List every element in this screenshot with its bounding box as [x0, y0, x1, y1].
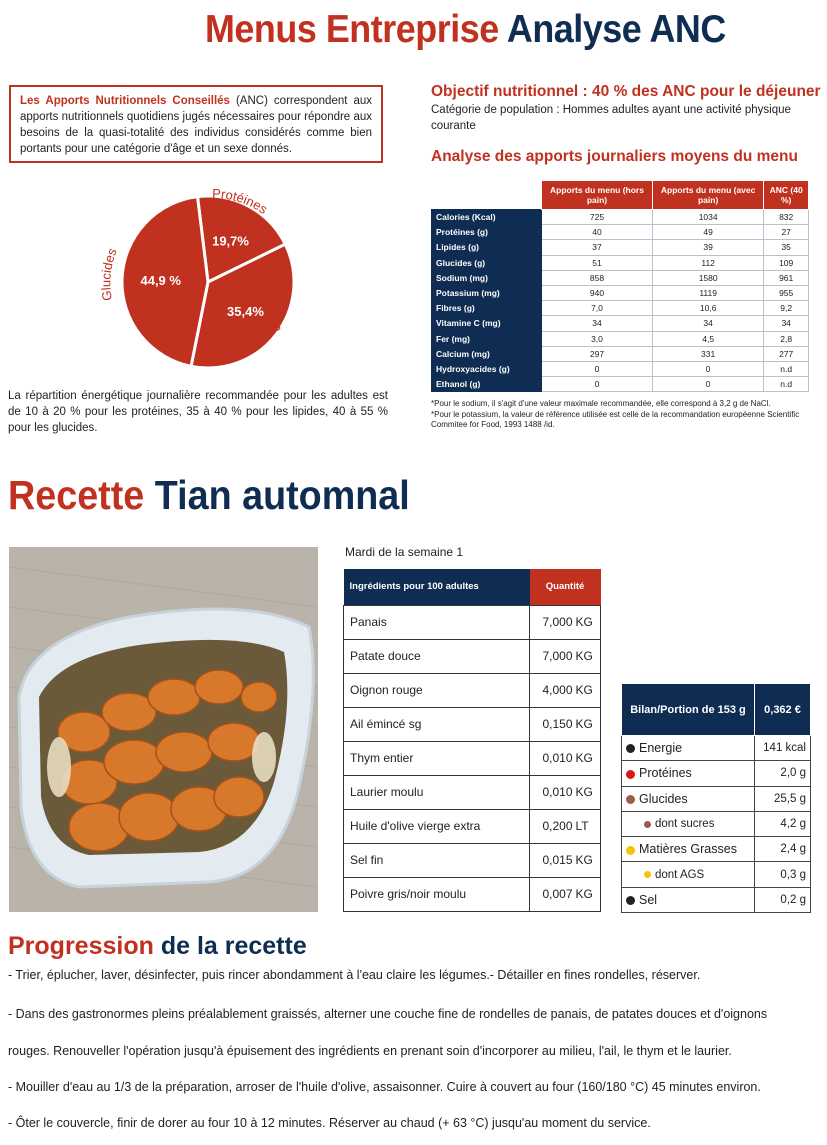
ingredient-row	[344, 809, 601, 843]
analysis-row-label: Fibres (g)	[432, 301, 542, 316]
analysis-row	[432, 225, 809, 240]
ingredient-name: Oignon rouge	[344, 673, 530, 707]
analysis-cell: 7,0	[542, 301, 653, 316]
ingredient-unit: KG	[576, 775, 601, 809]
bullet-dot-icon	[644, 871, 651, 878]
analysis-cell: n.d	[764, 361, 809, 376]
ingredient-unit: KG	[576, 843, 601, 877]
analysis-header-col3: ANC (40 %)	[764, 181, 809, 210]
analysis-row-label: Glucides (g)	[432, 255, 542, 270]
ingredient-qty: 0,150	[530, 707, 576, 741]
ingredient-unit: KG	[576, 707, 601, 741]
pie-svg	[90, 170, 330, 380]
analysis-cell: n.d	[764, 377, 809, 392]
analysis-cell: 34	[764, 316, 809, 331]
bilan-label-cell	[622, 786, 755, 811]
bilan-row	[622, 786, 811, 811]
ingredient-qty: 4,000	[530, 673, 576, 707]
ingredient-row	[344, 639, 601, 673]
bilan-label: Matières Grasses	[639, 842, 737, 857]
ingredient-name: Huile d'olive vierge extra	[344, 809, 530, 843]
bullet-dot-icon	[626, 896, 635, 905]
bullet-dot-icon	[644, 821, 651, 828]
analysis-note-sodium: *Pour le sodium, il s'agit d'une valeur maximale recommandée, elle correspond à 3,2 g de NaCl.	[431, 399, 771, 408]
ingredient-row	[344, 843, 601, 877]
pie-note: La répartition énergétique journalière recommandée pour les adultes est de 10 à 20 % pour les protéines, 35 à 40 % pour les lipides, 40 à 55 % pour les glucides.	[8, 390, 388, 434]
bilan-row	[622, 736, 811, 761]
ingredient-name: Ail émincé sg	[344, 707, 530, 741]
analysis-row-label: Vitamine C (mg)	[432, 316, 542, 331]
objective-subtitle: Catégorie de population : Hommes adultes ayant une activité physique courante	[431, 104, 791, 132]
analysis-cell: 27	[764, 225, 809, 240]
bilan-label: Energie	[639, 741, 683, 756]
bilan-label-cell	[622, 862, 755, 887]
bilan-label-cell	[622, 887, 755, 912]
analysis-row	[432, 301, 809, 316]
ingredient-qty: 0,007	[530, 877, 576, 911]
bilan-table	[621, 683, 811, 913]
ingredient-name: Thym entier	[344, 741, 530, 775]
bilan-row	[622, 887, 811, 912]
ingredient-unit: KG	[576, 605, 601, 639]
anc-definition-text: (ANC) correspondent aux apports nutritionnels quotidiens jugés nécessaires pour répondre aux besoins de la quasi-totalité des individus considérés comme bien portants pour une catégorie d'âge et un sexe donnés.	[20, 95, 372, 155]
ingredient-qty: 7,000	[530, 605, 576, 639]
analysis-row-label: Protéines (g)	[432, 225, 542, 240]
bilan-value: 25,5 g	[755, 786, 811, 811]
analysis-row-label: Hydroxyacides (g)	[432, 361, 542, 376]
ingredient-qty: 0,010	[530, 775, 576, 809]
title-part-1: Menus Entreprise	[205, 8, 499, 51]
page-title	[205, 8, 726, 52]
title-part-2: Analyse ANC	[506, 8, 726, 51]
progression-title-part-1: Progression	[8, 932, 154, 960]
analysis-cell: 1119	[652, 285, 763, 300]
pie-value-label: 44,9 %	[140, 273, 181, 289]
bilan-value: 4,2 g	[755, 811, 811, 836]
anc-definition-bold: Les Apports Nutritionnels Conseillés	[20, 95, 230, 107]
progression-title-part-2: de la recette	[160, 932, 307, 960]
analysis-row-label: Fer (mg)	[432, 331, 542, 346]
analysis-cell: 940	[542, 285, 653, 300]
slice-name-glucides: Glucides	[98, 246, 120, 302]
bullet-dot-icon	[626, 846, 635, 855]
analysis-cell: 2,8	[764, 331, 809, 346]
ingredient-row	[344, 741, 601, 775]
progression-title	[8, 932, 307, 961]
bilan-price: 0,362 €	[755, 684, 811, 736]
analysis-cell: 4,5	[652, 331, 763, 346]
analysis-cell: 10,6	[652, 301, 763, 316]
analysis-row	[432, 255, 809, 270]
bilan-label: Sel	[639, 892, 658, 907]
analysis-row	[432, 316, 809, 331]
bilan-label: Glucides	[639, 791, 688, 806]
analysis-row	[432, 240, 809, 255]
bilan-row	[622, 837, 811, 862]
bilan-label: Protéines	[639, 766, 692, 781]
bilan-label-cell	[622, 811, 755, 836]
slice-name-lipides: Lipides	[241, 318, 283, 344]
analysis-cell: 34	[542, 316, 653, 331]
analysis-cell: 277	[764, 346, 809, 361]
bilan-label-cell	[622, 736, 755, 761]
analysis-cell: 331	[652, 346, 763, 361]
bilan-value: 141 kcal	[755, 736, 811, 761]
analysis-cell: 1580	[652, 270, 763, 285]
analysis-row	[432, 377, 809, 392]
analysis-cell: 3,0	[542, 331, 653, 346]
bilan-value: 0,2 g	[755, 887, 811, 912]
bilan-row	[622, 761, 811, 786]
analysis-cell: 40	[542, 225, 653, 240]
ingredient-name: Sel fin	[344, 843, 530, 877]
ingredient-name: Poivre gris/noir moulu	[344, 877, 530, 911]
ingredient-row	[344, 605, 601, 639]
analysis-cell: 34	[652, 316, 763, 331]
analysis-cell: 0	[542, 361, 653, 376]
ingredient-unit: LT	[576, 809, 601, 843]
bullet-dot-icon	[626, 795, 635, 804]
analysis-row-label: Sodium (mg)	[432, 270, 542, 285]
analysis-row-label: Potassium (mg)	[432, 285, 542, 300]
analysis-title: Analyse des apports journaliers moyens du menu	[431, 148, 798, 165]
analysis-cell: 0	[652, 377, 763, 392]
ingredient-qty: 0,010	[530, 741, 576, 775]
progression-step-2: - Dans des gastronormes pleins préalablement graissés, alterner une couche fine de rondelles de panais, de patates douces et d'oignons	[8, 1007, 768, 1021]
ingredient-row	[344, 707, 601, 741]
bilan-label: dont AGS	[655, 868, 705, 881]
slice-name-proteines: Protéines	[211, 185, 271, 217]
analysis-cell: 0	[652, 361, 763, 376]
pie-value-label: 35,4%	[227, 303, 264, 319]
recipe-title	[8, 472, 410, 519]
analysis-cell: 37	[542, 240, 653, 255]
ingredient-unit: KG	[576, 741, 601, 775]
ingredients-header-name: Ingrédients pour 100 adultes	[344, 569, 530, 605]
bilan-row	[622, 811, 811, 836]
recipe-day: Mardi de la semaine 1	[345, 545, 464, 559]
bilan-label-cell	[622, 837, 755, 862]
analysis-table	[431, 180, 809, 392]
ingredient-row	[344, 877, 601, 911]
bilan-header: Bilan/Portion de 153 g	[622, 684, 755, 736]
analysis-cell: 112	[652, 255, 763, 270]
analysis-header-empty	[432, 181, 542, 210]
analysis-note-potassium: *Pour le potassium, la valeur de référence utilisée est celle de la recommandation européenne Scientific Commitee for Food, 1993 1488 /id.	[431, 409, 800, 429]
ingredient-qty: 0,200	[530, 809, 576, 843]
ingredient-name: Patate douce	[344, 639, 530, 673]
bilan-label-cell	[622, 761, 755, 786]
bilan-value: 0,3 g	[755, 862, 811, 887]
analysis-cell: 39	[652, 240, 763, 255]
recipe-title-part-1: Recette	[8, 472, 145, 518]
ingredient-unit: KG	[576, 673, 601, 707]
analysis-cell: 49	[652, 225, 763, 240]
dish-photo	[9, 547, 318, 912]
objective-title: Objectif nutritionnel : 40 % des ANC pour le déjeuner	[431, 83, 821, 100]
analysis-row	[432, 285, 809, 300]
ingredient-qty: 0,015	[530, 843, 576, 877]
bilan-value: 2,4 g	[755, 837, 811, 862]
ingredient-name: Laurier moulu	[344, 775, 530, 809]
analysis-cell: 1034	[652, 210, 763, 225]
ingredients-table	[343, 569, 601, 912]
analysis-cell: 858	[542, 270, 653, 285]
progression-step-1: - Trier, éplucher, laver, désinfecter, puis rincer abondamment à l'eau claire les légumes.- Détailler en fines rondelles, réserver.	[8, 968, 701, 982]
ingredient-qty: 7,000	[530, 639, 576, 673]
analysis-cell: 51	[542, 255, 653, 270]
bilan-value: 2,0 g	[755, 761, 811, 786]
analysis-row-label: Calcium (mg)	[432, 346, 542, 361]
pie-value-label: 19,7%	[212, 233, 249, 249]
analysis-cell: 297	[542, 346, 653, 361]
ingredients-header-qty: Quantité	[530, 569, 601, 605]
ingredient-row	[344, 775, 601, 809]
ingredient-row	[344, 673, 601, 707]
analysis-cell: 35	[764, 240, 809, 255]
progression-step-4: - Mouiller d'eau au 1/3 de la préparation, arroser de l'huile d'olive, assaisonner. Cuire à couvert au four (160/180 °C) 45 minutes environ.	[8, 1080, 761, 1094]
bullet-dot-icon	[626, 744, 635, 753]
ingredient-name: Panais	[344, 605, 530, 639]
ingredient-unit: KG	[576, 639, 601, 673]
analysis-row	[432, 210, 809, 225]
analysis-notes	[431, 399, 811, 431]
analysis-cell: 961	[764, 270, 809, 285]
analysis-header-col2: Apports du menu (avec pain)	[652, 181, 763, 210]
analysis-row	[432, 346, 809, 361]
analysis-row	[432, 270, 809, 285]
energy-pie-chart	[90, 170, 330, 380]
anc-definition-box	[9, 85, 383, 163]
bilan-label: dont sucres	[655, 818, 715, 831]
analysis-row-label: Lipides (g)	[432, 240, 542, 255]
ingredient-unit: KG	[576, 877, 601, 911]
analysis-row-label: Calories (Kcal)	[432, 210, 542, 225]
analysis-cell: 0	[542, 377, 653, 392]
bullet-dot-icon	[626, 770, 635, 779]
analysis-cell: 832	[764, 210, 809, 225]
analysis-row	[432, 361, 809, 376]
analysis-row-label: Ethanol (g)	[432, 377, 542, 392]
progression-step-5: - Ôter le couvercle, finir de dorer au four 10 à 12 minutes. Réserver au chaud (+ 63 °C) jusqu'au moment du service.	[8, 1116, 651, 1130]
analysis-cell: 9,2	[764, 301, 809, 316]
analysis-header-col1: Apports du menu (hors pain)	[542, 181, 653, 210]
analysis-cell: 109	[764, 255, 809, 270]
analysis-cell: 725	[542, 210, 653, 225]
progression-step-3: rouges. Renouveller l'opération jusqu'à épuisement des ingrédients en prenant soin d'incorporer au milieu, l'ail, le thym et le laurier.	[8, 1044, 732, 1058]
recipe-title-part-2: Tian automnal	[154, 472, 410, 518]
bilan-row	[622, 862, 811, 887]
analysis-row	[432, 331, 809, 346]
analysis-cell: 955	[764, 285, 809, 300]
